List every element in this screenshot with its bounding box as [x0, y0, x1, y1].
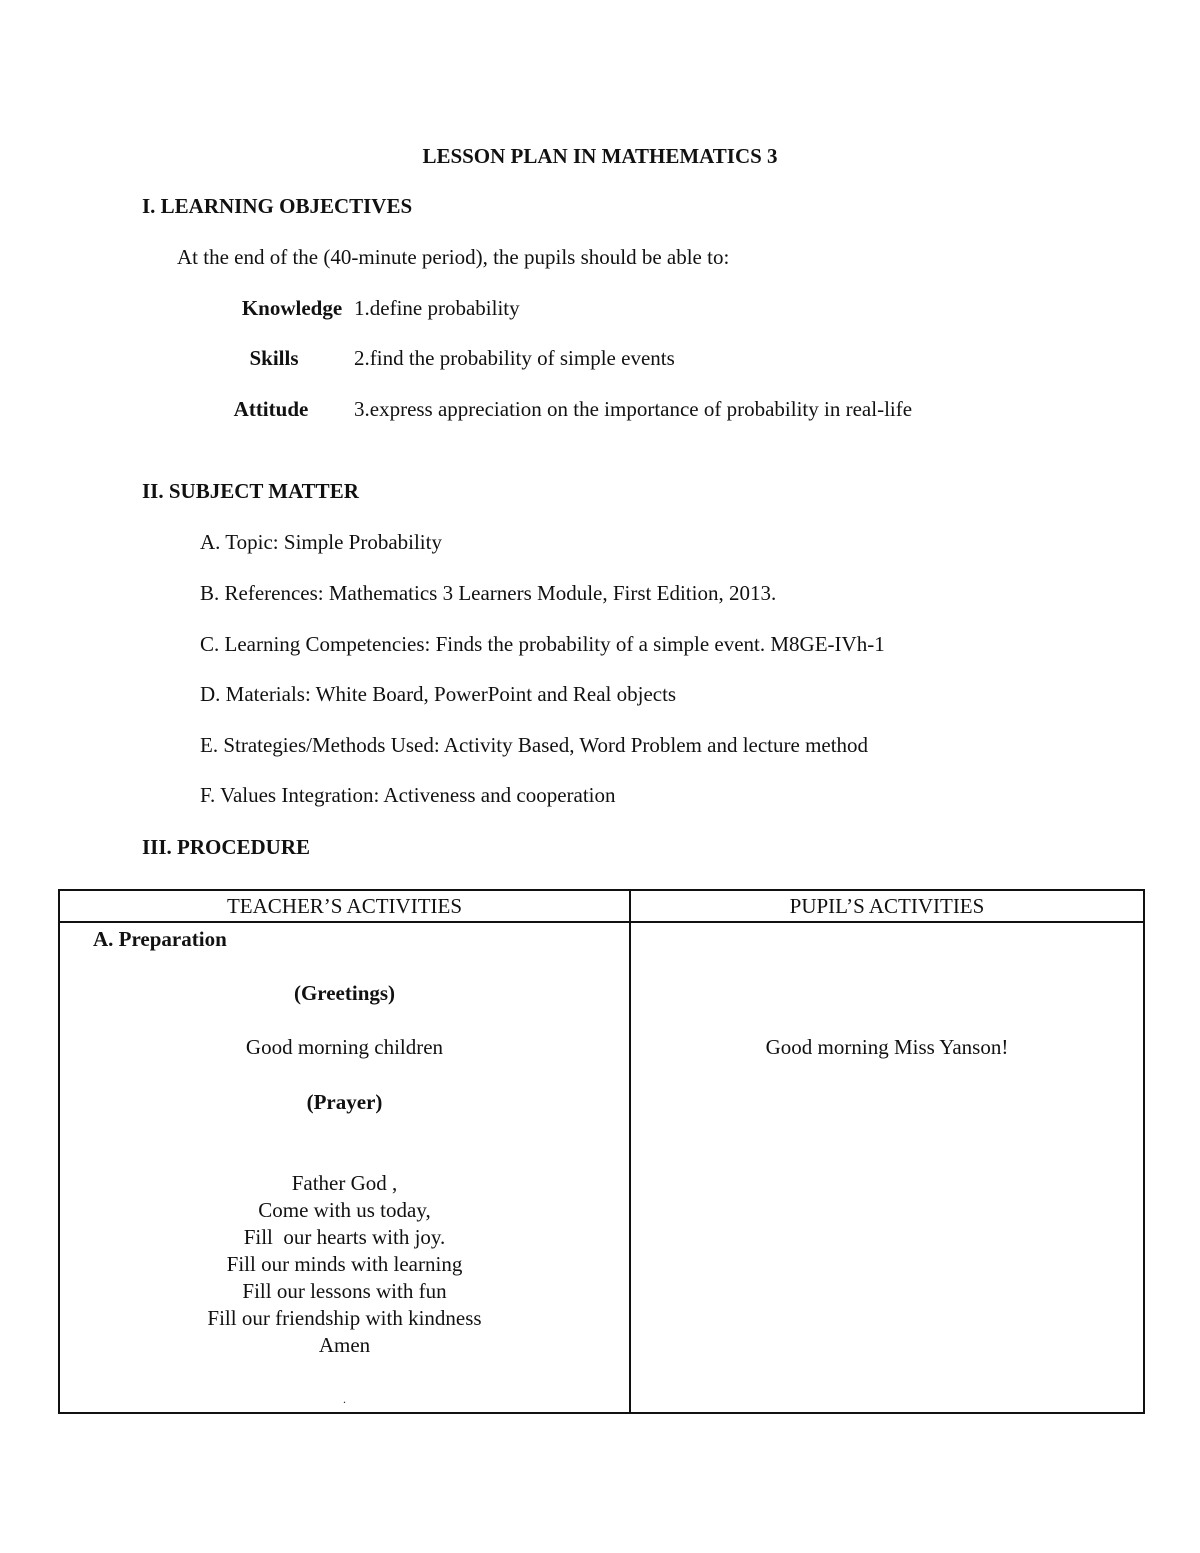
- subject-values: F. Values Integration: Activeness and cooperation: [200, 783, 616, 807]
- subject-topic: A. Topic: Simple Probability: [200, 530, 442, 554]
- prayer-line: Fill our lessons with fun: [242, 1279, 447, 1303]
- greetings-label: (Greetings): [293, 981, 396, 1005]
- subject-references: B. References: Mathematics 3 Learners Module, First Edition, 2013.: [200, 581, 777, 605]
- prayer-label: (Prayer): [306, 1090, 383, 1114]
- objective-text-skills: 2.find the probability of simple events: [354, 346, 675, 370]
- prayer-line: Fill our friendship with kindness: [207, 1306, 482, 1330]
- objective-label-knowledge: Knowledge: [241, 296, 343, 320]
- page-title: LESSON PLAN IN MATHEMATICS 3: [422, 144, 778, 168]
- subject-competencies: C. Learning Competencies: Finds the probability of a simple event. M8GE-IVh-1: [200, 632, 885, 656]
- teacher-activities-cell: [59, 922, 630, 1413]
- prayer-text: [60, 1170, 629, 1359]
- preparation-label: A. Preparation: [93, 927, 227, 951]
- subject-materials: D. Materials: White Board, PowerPoint and Real objects: [200, 682, 677, 706]
- objective-label-attitude: Attitude: [233, 397, 309, 421]
- objective-text-attitude: 3.express appreciation on the importance of probability in real-life: [354, 397, 913, 421]
- pupil-greeting-response: Good morning Miss Yanson!: [765, 1035, 1009, 1059]
- procedure-heading: III. PROCEDURE: [142, 835, 311, 859]
- objective-label-skills: Skills: [249, 346, 299, 370]
- prayer-line: Father God ,: [291, 1171, 398, 1195]
- subject-strategies: E. Strategies/Methods Used: Activity Based, Word Problem and lecture method: [200, 733, 869, 757]
- objectives-intro: At the end of the (40-minute period), the pupils should be able to:: [177, 245, 730, 269]
- pupil-activities-cell: [630, 922, 1144, 1413]
- pupil-activities-header: PUPIL’S ACTIVITIES: [630, 890, 1144, 922]
- teacher-activities-header: TEACHER’S ACTIVITIES: [59, 890, 630, 922]
- prayer-line: Fill our hearts with joy.: [243, 1225, 446, 1249]
- prayer-line: Amen: [318, 1333, 371, 1357]
- objective-text-knowledge: 1.define probability: [354, 296, 520, 320]
- teacher-greeting: Good morning children: [245, 1035, 444, 1059]
- procedure-table: [58, 889, 1145, 1414]
- prayer-line: Come with us today,: [258, 1198, 431, 1222]
- subject-matter-heading: II. SUBJECT MATTER: [142, 479, 359, 503]
- prayer-line: Fill our minds with learning: [226, 1252, 463, 1276]
- end-mark: .: [343, 1392, 346, 1406]
- objectives-heading: I. LEARNING OBJECTIVES: [142, 194, 413, 218]
